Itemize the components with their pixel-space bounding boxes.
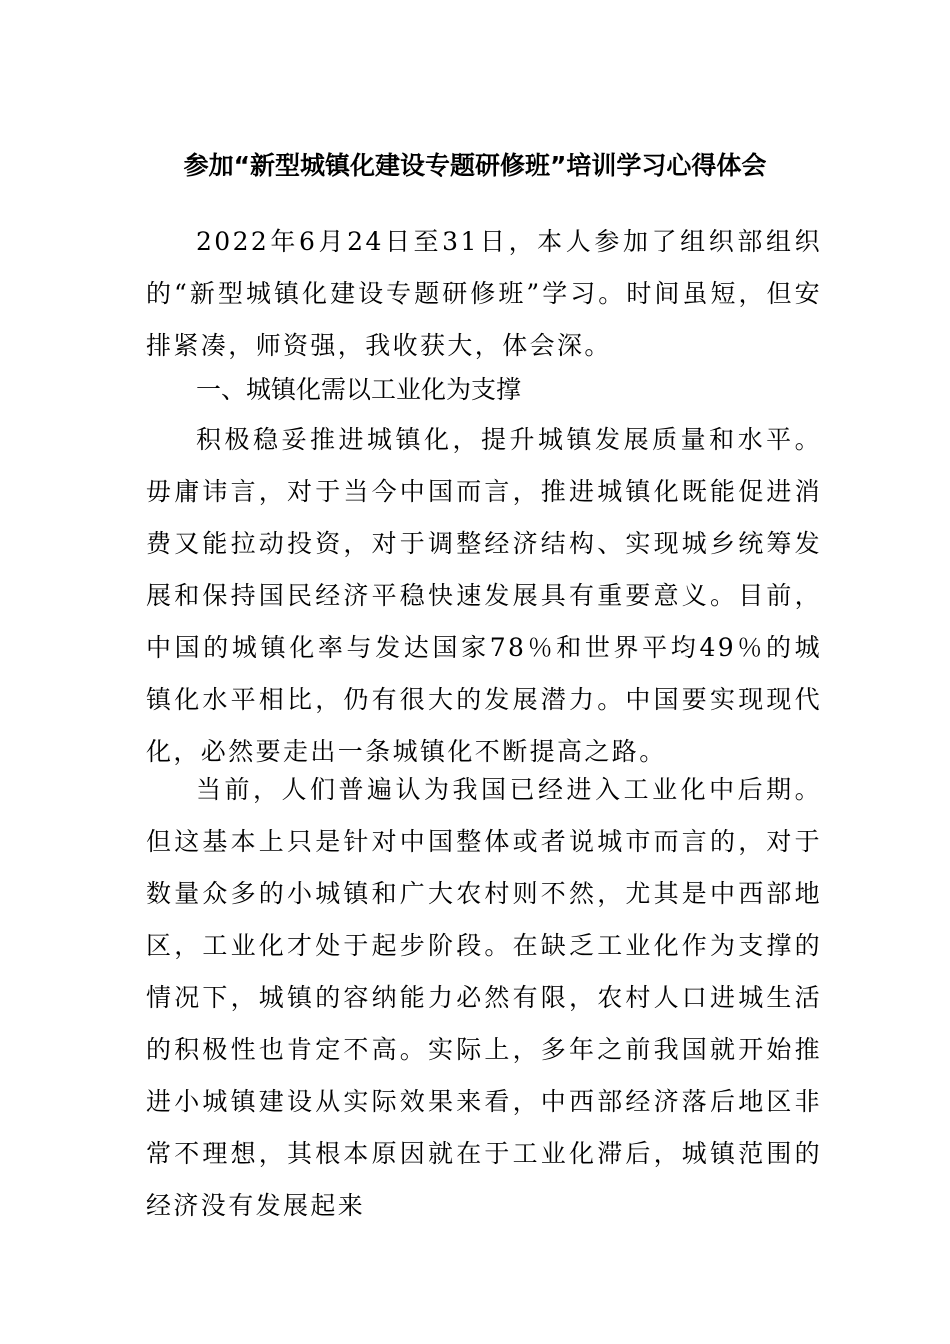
intro-paragraph: 2022年6月24日至31日，本人参加了组织部组织的“新型城镇化建设专题研修班”学习。时间虽短，但安排紧凑，师资强，我收获大，体会深。 [146,227,822,360]
document-title: 参加“新型城镇化建设专题研修班”培训学习心得体会 [183,151,767,180]
body-paragraph-industrialization: 当前，人们普遍认为我国已经进入工业化中后期。但这基本上只是针对中国整体或者说城市而言的，对于数量众多的小城镇和广大农村则不然，尤其是中西部地区，工业化才处于起步阶段。在缺乏工业化作为支撑的情况下，城镇的容纳能力必然有限，农村人口进城生活的积极性也肯定不高。实际上，多年之前我国就开始推进小城镇建设从实际效果来看，中西部经济落后地区非常不理想，其根本原因就在于工业化滞后，城镇范围的经济没有发展起来 [146,775,822,1220]
body-paragraph-urbanization: 积极稳妥推进城镇化，提升城镇发展质量和水平。毋庸讳言，对于当今中国而言，推进城镇化既能促进消费又能拉动投资，对于调整经济结构、实现城乡统筹发展和保持国民经济平稳快速发展具有重要意义。目前，中国的城镇化率与发达国家78％和世界平均49％的城镇化水平相比，仍有很大的发展潜力。中国要实现现代化，必然要走出一条城镇化不断提高之路。 [146,425,822,766]
section-heading: 一、城镇化需以工业化为支撑 [196,375,522,404]
